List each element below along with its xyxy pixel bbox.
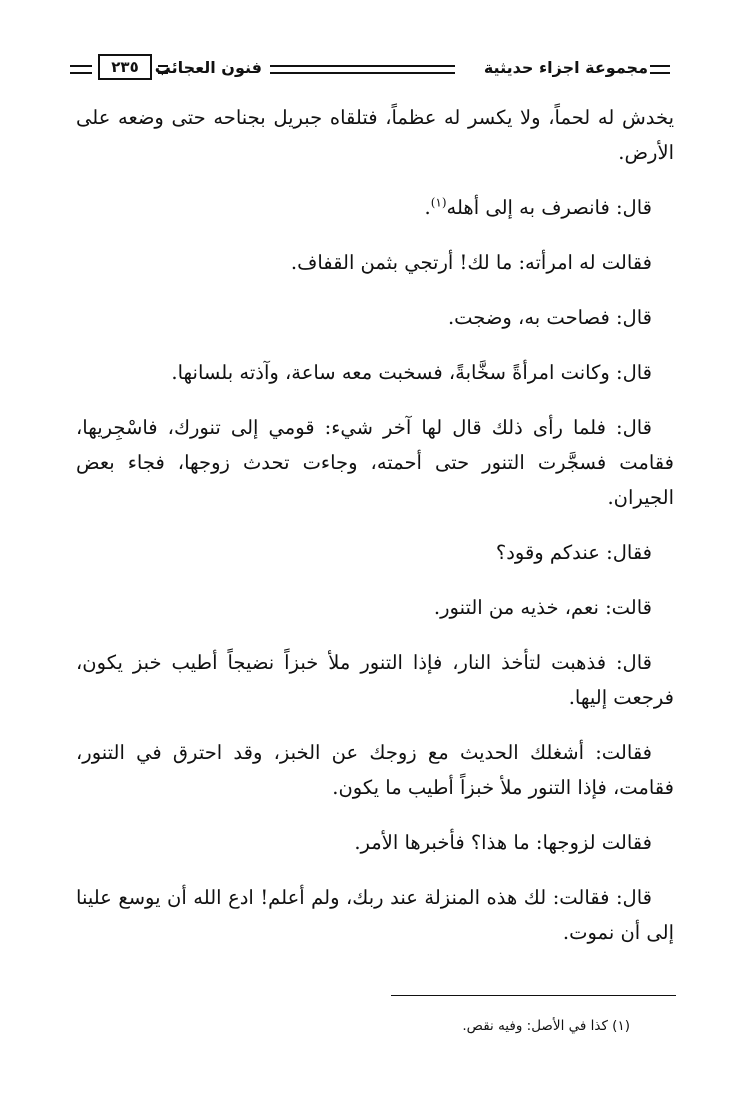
series-title: مجموعة اجزاء حديثية [483, 58, 648, 77]
paragraph: قالت: نعم، خذيه من التنور. [433, 596, 652, 619]
footnote-separator [391, 995, 676, 996]
main-text [76, 100, 674, 970]
paragraph: قال: فقالت: لك هذه المنزلة عند ربك، ولم أعلم! ادع الله أن يوسع علينا إلى أن نموت. [76, 886, 674, 944]
header-rule [70, 65, 92, 74]
page-header [70, 52, 670, 92]
footnote: (١) كذا في الأصل: وفيه نقص. [462, 1018, 630, 1034]
book-title: فنون العجائب [154, 58, 262, 77]
paragraph: قال: وكانت امرأةً سخَّابةً، فسخبت معه ساعة، وآذته بلسانها. [171, 361, 652, 384]
paragraph: فقال: عندكم وقود؟ [495, 541, 652, 564]
header-rule [270, 65, 455, 74]
paragraph: يخدش له لحماً، ولا يكسر له عظماً، فتلقاه جبريل بجناحه حتى وضعه على الأرض. [76, 106, 674, 164]
paragraph: قال: فذهبت لتأخذ النار، فإذا التنور ملأ خبزاً نضيجاً أطيب خبز يكون، فرجعت إليها. [76, 651, 674, 709]
paragraph: قال: فلما رأى ذلك قال لها آخر شيء: قومي إلى تنورك، فاسْجِريها، فقامت فسجَّرت التنور حتى أحمته، وجاءت تحدث زوجها، فجاء بعض الجيران. [76, 416, 674, 509]
paragraph: فقالت له امرأته: ما لك! أرتجي بثمن القفاف. [290, 251, 652, 274]
paragraph-text-end: . [424, 196, 431, 219]
paragraph: فقالت: أشغلك الحديث مع زوجك عن الخبز، وقد احترق في التنور، فقامت، فإذا التنور ملأ خبزاً أطيب ما يكون. [76, 741, 674, 799]
header-rule [158, 65, 168, 74]
paragraph-text: قال: فانصرف به إلى أهله [446, 196, 652, 219]
paragraph: قال: فصاحت به، وضجت. [447, 306, 652, 329]
paragraph: فقالت لزوجها: ما هذا؟ فأخبرها الأمر. [354, 831, 652, 854]
footnote-reference: (١) [430, 195, 447, 210]
page-number: ٢٣٥ [98, 54, 152, 80]
paragraph [76, 190, 674, 225]
header-rule [650, 65, 670, 74]
